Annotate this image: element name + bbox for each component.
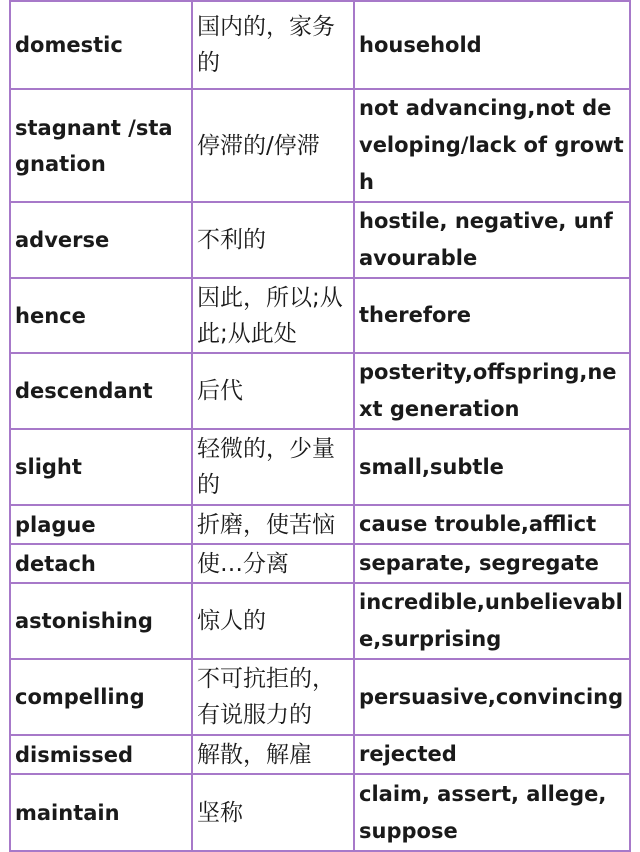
word-cell: astonishing	[10, 583, 192, 659]
word-cell: descendant	[10, 353, 192, 429]
table-row	[10, 429, 630, 505]
chinese-cell: 惊人的	[192, 583, 354, 659]
table-row	[10, 1, 630, 89]
definition-cell: not advancing,not developing/lack of growth	[354, 89, 630, 202]
definition-cell: small,subtle	[354, 429, 630, 505]
chinese-cell: 后代	[192, 353, 354, 429]
word-cell: compelling	[10, 659, 192, 735]
table-row	[10, 89, 630, 202]
chinese-cell: 轻微的，少量的	[192, 429, 354, 505]
definition-cell: posterity,offspring,next generation	[354, 353, 630, 429]
chinese-cell: 使…分离	[192, 544, 354, 583]
table-row	[10, 202, 630, 278]
table-row	[10, 774, 630, 851]
chinese-cell: 坚称	[192, 774, 354, 851]
definition-cell: rejected	[354, 735, 630, 774]
definition-cell: separate, segregate	[354, 544, 630, 583]
word-cell: domestic	[10, 1, 192, 89]
definition-cell: cause trouble,afflict	[354, 505, 630, 544]
table-row	[10, 278, 630, 353]
chinese-cell: 因此，所以;从此;从此处	[192, 278, 354, 353]
chinese-cell: 停滞的/停滞	[192, 89, 354, 202]
definition-cell: household	[354, 1, 630, 89]
definition-cell: incredible,unbelievable,surprising	[354, 583, 630, 659]
definition-cell: persuasive,convincing	[354, 659, 630, 735]
word-cell: stagnant /stagnation	[10, 89, 192, 202]
chinese-cell: 不利的	[192, 202, 354, 278]
word-cell: hence	[10, 278, 192, 353]
definition-cell: claim, assert, allege, suppose	[354, 774, 630, 851]
word-cell: slight	[10, 429, 192, 505]
table-row	[10, 735, 630, 774]
table-row	[10, 544, 630, 583]
chinese-cell: 国内的，家务的	[192, 1, 354, 89]
chinese-cell: 解散，解雇	[192, 735, 354, 774]
table-row	[10, 659, 630, 735]
word-cell: detach	[10, 544, 192, 583]
chinese-cell: 不可抗拒的，有说服力的	[192, 659, 354, 735]
word-cell: dismissed	[10, 735, 192, 774]
definition-cell: therefore	[354, 278, 630, 353]
table-row	[10, 505, 630, 544]
table-row	[10, 353, 630, 429]
table-row	[10, 583, 630, 659]
definition-cell: hostile, negative, unfavourable	[354, 202, 630, 278]
chinese-cell: 折磨，使苦恼	[192, 505, 354, 544]
word-cell: adverse	[10, 202, 192, 278]
word-cell: plague	[10, 505, 192, 544]
word-cell: maintain	[10, 774, 192, 851]
vocabulary-table	[9, 0, 631, 852]
